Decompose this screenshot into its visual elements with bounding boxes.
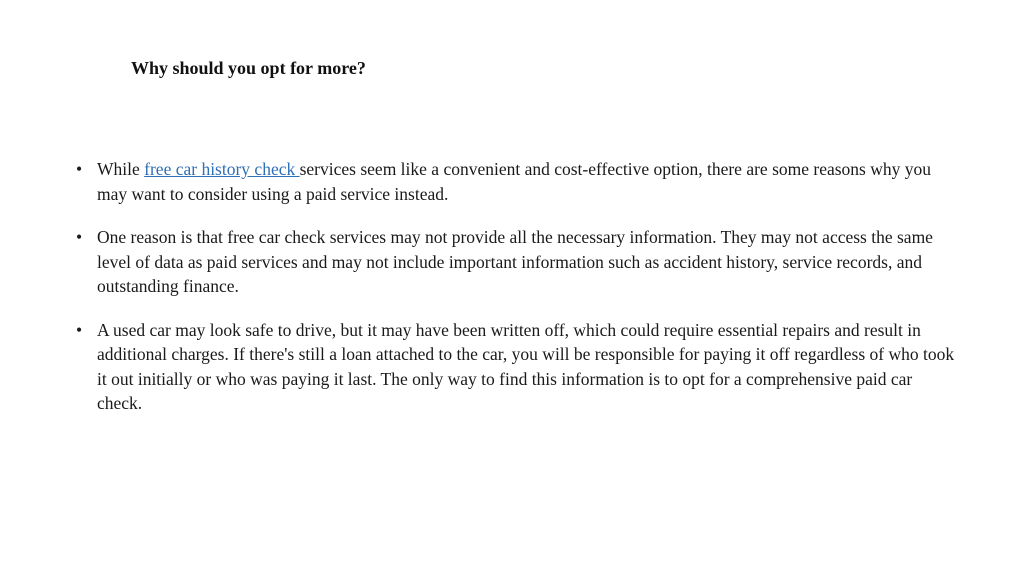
bullet-text: One reason is that free car check services may not provide all the necessary information. They may not access the same level of data as paid services and may not include important information such as accident history, service records, and outstanding finance. (97, 227, 933, 296)
bullet-text-before-link: While (97, 159, 145, 179)
bullet-icon: • (76, 159, 83, 179)
bullet-item-3 (76, 318, 956, 416)
bullet-item-1 (76, 157, 956, 206)
free-car-history-check-link[interactable]: free car history check (144, 159, 300, 179)
slide-title: Why should you opt for more? (131, 58, 366, 78)
bullet-item-2 (76, 225, 956, 299)
bullet-text: A used car may look safe to drive, but it may have been written off, which could require essential repairs and result in additional charges. If there's still a loan attached to the car, you will be responsible for paying it off regardless of who took it out initially or who was paying it last. The only way to find this information is to opt for a comprehensive paid car check. (97, 319, 955, 413)
bullet-text-after-link: services seem like a convenient and cost-effective option, there are some reasons why you may want to consider using a paid service instead. (97, 159, 932, 204)
bullet-icon: • (76, 227, 83, 247)
bullet-list (76, 157, 956, 435)
bullet-icon: • (76, 319, 83, 340)
